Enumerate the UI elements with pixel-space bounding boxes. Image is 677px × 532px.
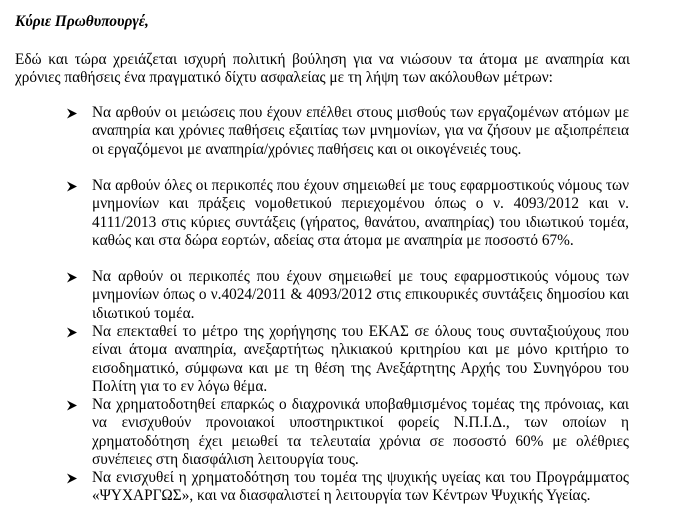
arrowhead-bullet-icon (66, 400, 78, 411)
measure-text: Να αρθούν οι περικοπές που έχουν σημειωθεί με τους εφαρμοστικούς νόμους των μνημονίων όπως ο ν.4024/2011 & 4093/2012 στις επικουρικές συντάξεις δημοσίου και ιδιωτικού τομέα. (92, 268, 629, 322)
measure-text: Να αρθούν οι μειώσεις που έχουν επέλθει στους μισθούς των εργαζομένων ατόμων με αναπηρία και χρόνιες παθήσεις εξαιτίας των μνημονίων, για να ζήσουν με αξιοπρέπεια οι εργαζόμενοι με αναπηρία/χρόνιες παθήσεις και οι οικογένειές τους. (92, 104, 629, 158)
measures-list (0, 104, 677, 529)
list-item (0, 469, 629, 529)
arrowhead-bullet-icon (66, 473, 78, 484)
measure-text: Να χρηματοδοτηθεί επαρκώς ο διαχρονικά υποβαθμισμένος τομέας της πρόνοιας, και να ενισχυθούν προνοιακοί υποστηρικτικοί φορείς Ν.Π.Ι.Δ., των οποίων η χρηματοδότηση έχει μειωθεί τα τελευταία χρόνια σε ποσοστό 60% με ολέθριες συνέπειες στη διασφάλιση λειτουργία τους. (92, 396, 629, 468)
measure-text: Να ενισχυθεί η χρηματοδότηση του τομέα της ψυχικής υγείας και του Προγράμματος «ΨΥΧΑΡΓΩΣ», και να διασφαλιστεί η λειτουργία των Κέντρων Ψυχικής Υγείας. (92, 469, 629, 505)
list-item (0, 104, 629, 177)
intro-paragraph: Εδώ και τώρα χρειάζεται ισχυρή πολιτική βούληση για να νιώσουν τα άτομα με αναπηρία και χρόνιες παθήσεις ένα πραγματικό δίχτυ ασφαλείας με τη λήψη των ακόλουθων μέτρων: (15, 51, 630, 87)
arrowhead-bullet-icon (66, 272, 78, 283)
letter-salutation: Κύριε Πρωθυπουργέ, (15, 13, 149, 30)
arrowhead-bullet-icon (66, 181, 78, 192)
list-item (0, 323, 629, 396)
arrowhead-bullet-icon (66, 108, 78, 119)
list-item (0, 177, 629, 268)
arrowhead-bullet-icon (66, 327, 78, 338)
list-item (0, 396, 629, 469)
measure-text: Να επεκταθεί το μέτρο της χορήγησης του ΕΚΑΣ σε όλους τους συνταξιούχους που είναι άτομα αναπηρία, ανεξαρτήτως ηλικιακού κριτηρίου και με μόνο κριτήριο το εισοδηματικό, σύμφωνα και με τη θέση της Ανεξάρτητης Αρχής του Συνηγόρου του Πολίτη για το εν λόγω θέμα. (92, 323, 629, 395)
list-item (0, 268, 629, 323)
measure-text: Να αρθούν όλες οι περικοπές που έχουν σημειωθεί με τους εφαρμοστικούς νόμους των μνημονίων και πράξεις νομοθετικού περιεχομένου όπως ο ν. 4093/2012 και ν. 4111/2013 στις κύριες συντάξεις (γήρατος, θανάτου, αναπηρίας) του ιδιωτικού τομέα, καθώς και στα δώρα εορτών, αδείας στα άτομα με αναπηρία με ποσοστό 67%. (92, 177, 629, 249)
